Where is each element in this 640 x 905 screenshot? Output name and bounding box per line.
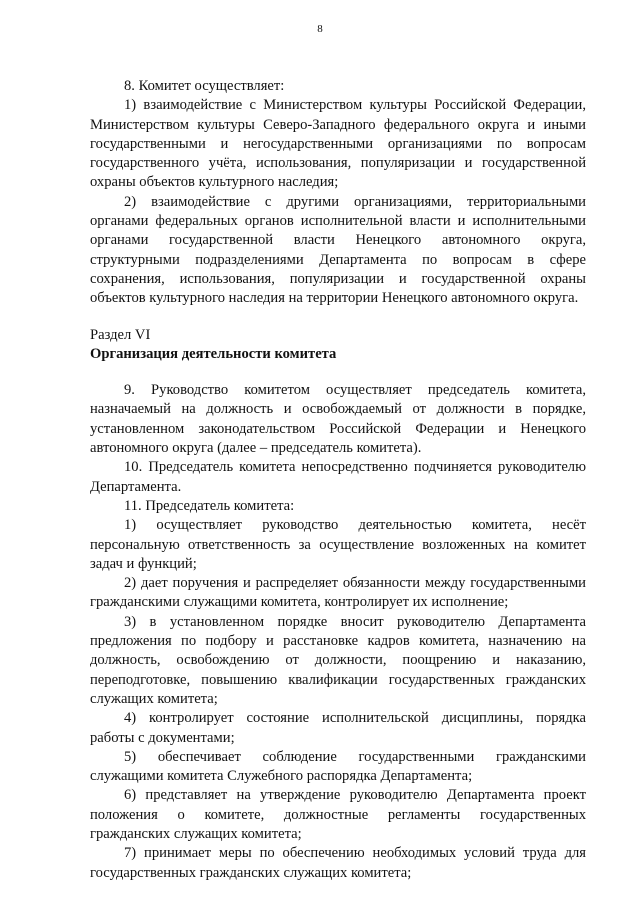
clause-9: 9. Руководство комитетом осуществляет председатель комитета, назначаемый на должность и освобождаемый от должности в порядке, установленном законодательством Российской Федерации и Ненецкого автономного округа (далее – председатель комитета).	[90, 382, 586, 457]
clause-11-item-3: 3) в установленном порядке вносит руководителю Департамента предложения по подбору и расстановке кадров комитета, назначению на должность, освобождению от должности, поощрению и наказанию, переподготовке, повышению квалификации государственных гражданских служащих комитета;	[90, 613, 586, 707]
clause-10: 10. Председатель комитета непосредственно подчиняется руководителю Департамента.	[90, 459, 586, 495]
section-title: Организация деятельности комитета	[90, 345, 337, 362]
clause-11-item-2: 2) дает поручения и распределяет обязанности между государственными гражданскими служащими комитета, контролирует их исполнение;	[90, 575, 586, 611]
clause-8-intro: 8. Комитет осуществляет:	[124, 78, 285, 94]
clause-11-intro: 11. Председатель комитета:	[124, 497, 295, 514]
spacer	[90, 309, 586, 326]
clause-8-item-1: 1) взаимодействие с Министерством культуры Российской Федерации, Министерством культуры Северо-Западного федерального округа и иными государственными и негосударственными организациями по вопросам государственного учёта, использования, популяризации и государственной охраны объектов культурного наследия;	[90, 97, 586, 191]
clause-11-item-6: 6) представляет на утверждение руководителю Департамента проект положения о комитете, должностные регламенты государственных гражданских служащих комитета;	[90, 787, 586, 842]
clause-11-item-4: 4) контролирует состояние исполнительской дисциплины, порядка работы с документами;	[90, 710, 586, 746]
clause-11-item-7: 7) принимает меры по обеспечению необходимых условий труда для государственных гражданских служащих комитета;	[90, 845, 586, 881]
page-number: 8	[317, 23, 323, 35]
document-body	[90, 77, 586, 883]
clause-8-item-2: 2) взаимодействие с другими организациями, территориальными органами федеральных органов исполнительной власти и исполнительными органами государственной власти Ненецкого автономного округа, структурными подразделениями Департамента по вопросам в сфере сохранения, использования, популяризации и государственной охраны объектов культурного наследия на территории Ненецкого автономного округа.	[90, 193, 586, 307]
section-label: Раздел VI	[90, 326, 151, 343]
clause-11-item-5: 5) обеспечивает соблюдение государственными гражданскими служащими комитета Служебного распорядка Департамента;	[90, 748, 586, 785]
clause-11-item-1: 1) осуществляет руководство деятельностью комитета, несёт персональную ответственность за осуществление возложенных на комитет задач и функций;	[90, 517, 586, 572]
spacer	[90, 364, 586, 381]
